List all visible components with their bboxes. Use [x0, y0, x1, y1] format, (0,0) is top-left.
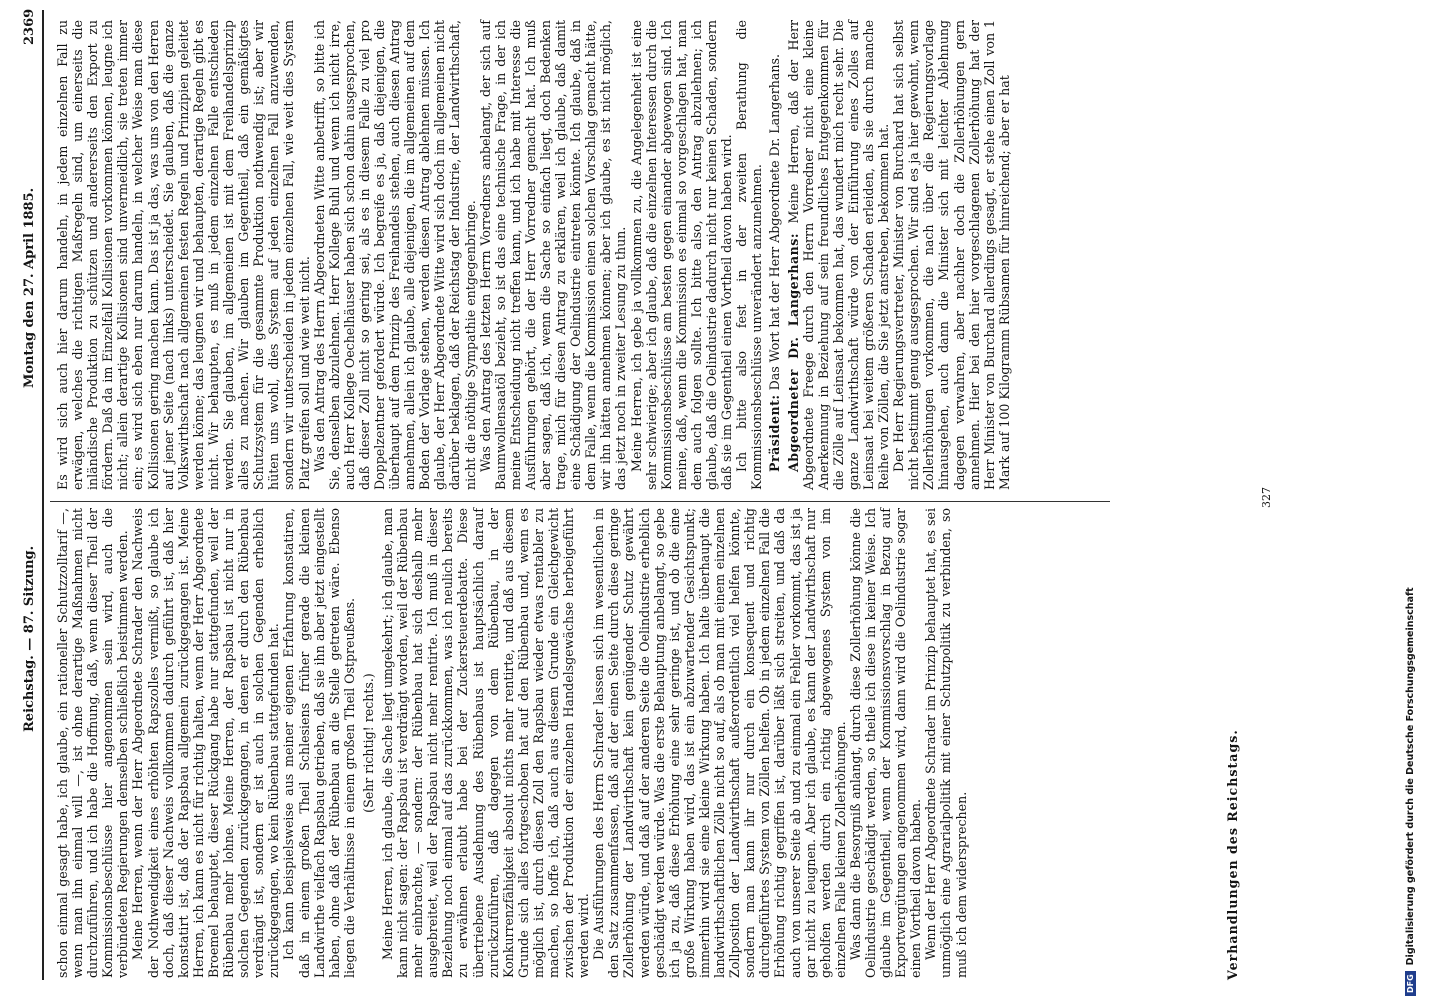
paragraph-text: Ich bitte also fest in der zweiten Berathung die Kommissionsbeschlüsse unverändert anzunehmen. [734, 20, 765, 490]
dfg-logo: DFG [1405, 971, 1416, 996]
paragraph-text: Meine Herren, daß der Herr Abgeordnete Freege durch den Herrn Vorredner nicht eine kleine Anerkennung in Beziehung auf sein freundliches Entgegenkommen für die Zölle auf Leinsaat bekommen hat, das wundert mich recht sehr. Die ganze Landwirthschaft würde von der Einführung eines Zolles auf Leinsaat bei weitem größeren Schaden erleiden, als sie durch manche Reihe von Zöllen, die Sie jetzt anstreben, bekommen hat. [785, 20, 892, 490]
paragraph [55, 20, 312, 490]
paragraph-text: Was dann die Besorgniß anlangt, durch diese Zollerhöhung könne die Oelindustrie geschädigt werden, so theile ich diese in keiner Weise. Ich glaube im Gegentheil, wenn der Kommissionsvorschlag in Bezug auf Exportvergütungen angenommen wird, dann wird die Oelindustrie sogar einen Vortheil davon haben. [847, 508, 924, 978]
paragraph-text: Was den Antrag des Herrn Abgeordneten Witte anbetrifft, so bitte ich Sie, denselben abzulehnen. Herr Kollege Buhl und wenn ich nicht irre, auch Herr Kollege Oechelhäuser haben sich schon dahin ausgesprochen, daß dieser Zoll nicht so gering sei, als es in diesem Falle zu viel pro Doppelzentner gefordert würde. Ich begreife es ja, daß diejenigen, die überhaupt auf dem Prinzip des Freihandels stehen, auch diesen Antrag annehmen, allein ich glaube, alle diejenigen, die im allgemeinen auf dem Boden der Vorlage stehen, werden diesen Antrag ablehnen müssen. Ich glaube, der Herr Abgeordnete Witte wird sich doch im allgemeinen nicht darüber beklagen, daß der Reichstag der Industrie, der Landwirthschaft, nicht die nöthige Sympathie entgegenbringe. [311, 20, 478, 490]
left-column [55, 508, 969, 978]
paragraph-text: Meine Herren, ich glaube, die Sache liegt umgekehrt; ich glaube, man kann nicht sagen: der Rapsbau ist verdrängt worden, weil der Rübenbau mehr einbrachte, — sondern: der Rübenbau hat sich deshalb mehr ausgebreitet, weil der Rapsbau nicht mehr rentirte. Ich muß in dieser Beziehung noch einmal auf das zurückkommen, was ich neulich bereits zu erwähnen erlaubt habe bei der Zuckersteuerdebatte. Diese übertriebene Ausdehnung des Rübenbaus ist hauptsächlich darauf zurückzuführen, daß dagegen von dem Rübenbau, in der Konkurrenzfähigkeit absolut nichts mehr rentirte, und daß aus diesem Grunde sich alles fortgeschoben hat auf den Rübenbau und, wenn es möglich ist, durch diesen Zoll den Rapsbau wieder etwas rentabler zu machen, so hoffe ich, daß auch aus diesem Grunde ein Gleichgewicht zwischen der Produktion der einzelnen Handelsgewächse herbeigeführt werden wird. [379, 508, 592, 978]
paragraph [786, 20, 892, 490]
paragraph-text: schon einmal gesagt habe, ich glaube, ein rationeller Schutzzolltarif —, wenn man ihn einmal will —, ist ohne derartige Maßnahmen nicht durchzuführen, und ich habe die Hoffnung, daß, wenn dieser Theil der Kommissionsbeschlüsse hier angenommen sein wird, auch die verbündeten Regierungen demselben schließlich beistimmen werden. [55, 508, 131, 978]
footer-publication: Verhandlungen des Reichstags. [1225, 729, 1240, 980]
column-divider [50, 501, 1110, 502]
paragraph-text: Der Herr Regierungsvertreter, Minister von Burchard hat sich selbst nicht bestimmt genug ausgesprochen. Wir sind es ja hier gewohnt, wenn Zollerhöhungen vorkommen, die nach über die Regierungsvorlage hinausgehen, auch dann die Minister sich mit leichter Ablehnung dagegen verwahren, aber nachher doch die Zollerhöhungen gern annehmen. Hier bei den hier vorgeschlagenen Zollerhöhung hat der Herr Minister von Burchard allerdings gesagt, er stehe einen Zoll von 1 Mark auf 100 Kilogramm Rübsamen für hinreichend; aber er hat [891, 20, 1012, 490]
paragraph-text: Wenn der Herr Abgeordnete Schrader im Prinzip behauptet hat, es sei unmöglich eine Agrarialpolitik mit einer Schutzpolitik zu verbinden, so muß ich dem widersprechen. [923, 508, 969, 978]
paragraph [361, 508, 376, 978]
paragraph-text: Meine Herren, wenn der Herr Abgeordnete Schrader den Nachweis der Nothwendigkeit eines erhöhten Rapszolles vermißt, so glaube ich doch, daß dieser Nachweis vollkommen dadurch geführt ist, daß hier konstatirt ist, daß der Rapsbau allgemein zurückgegangen ist. Meine Herren, ich kann es nicht für richtig halten, wenn der Herr Abgeordnete Broemel behauptet, dieser Rückgang habe nur stattgefunden, weil der Rübenbau mehr lohne. Meine Herren, der Rapsbau ist nicht nur in solchen Gegenden zurückgegangen, in denen er durch den Rübenbau verdrängt ist, sondern er ist auch in solchen Gegenden erheblich zurückgegangen, wo kein Rübenbau stattgefunden hat. [130, 508, 282, 978]
paragraph [734, 20, 764, 490]
paragraph [478, 20, 629, 490]
speaker-name: Abgeordneter Dr. Langerhans: [785, 232, 801, 472]
paragraph-text: Die Ausführungen des Herrn Schrader lassen sich im wesentlichen in den Satz zusammenfassen, daß auf der einen Seite durch diese geringe Zollerhöhung der Landwirthschaft kein genügender Schutz gewährt werden würde, und daß auf der anderen Seite die Oelindustrie erheblich geschädigt werden würde. Was die erste Behauptung anbelangt, so gebe ich ja zu, daß diese Erhöhung eine sehr geringe ist, und ob die eine große Wirkung haben wird, das ist ein abzuwartender Gesichtspunkt; immerhin wird sie eine kleine Wirkung haben. Ich halte überhaupt die landwirthschaftlichen Zölle nicht so auf, als ob man mit einem einzelnen Zollposition der Landwirthschaft außerordentlich viel helfen könnte, sondern man kann ihr nur durch ein konsequent und richtig durchgeführtes System von Zöllen helfen. Ob in jedem einzelnen Fall die Erhöhung richtig gegriffen ist, darüber läßt sich streiten, und daß da auch von unserer Seite ab und zu einmal ein Fehler vorkommt, das ist ja gar nicht zu leugnen. Aber ich glaube, es kann der Landwirthschaft nur geholfen werden durch ein richtig abgewogenes System von im einzelnen Falle kleinen Zollerhöhungen. [591, 508, 848, 978]
paragraph [923, 508, 968, 978]
page-header [0, 0, 60, 1000]
header-rule [42, 10, 44, 980]
paragraph [380, 508, 591, 978]
header-title: Reichstag. — 87. Sitzung. [22, 545, 37, 732]
paragraph [629, 20, 735, 490]
paragraph-text: Was den Antrag des letzten Herrn Vorredners anbelangt, der sich auf Baumwollensaatöl bezieht, so ist das eine technische Frage, in der ich meine Entscheidung nicht treffen kann, und ich habe mit Interesse die Ausführungen gehört, die der Herr Vorredner gemacht hat. Ich muß aber sagen, daß ich, wenn die Sache so einfach liegt, doch Bedenken trage, mich für diesen Antrag zu erklären, weil ich glaube, daß damit eine Schädigung der Oelindustrie eintreten könnte. Ich glaube, daß in dem Falle, wenn die Kommission einen solchen Vorschlag gemacht hätte, wir ihn hätten annehmen können; aber ich glaube, es ist nicht möglich, das jetzt noch in zweiter Lesung zu thun. [477, 20, 629, 490]
paragraph [281, 508, 356, 978]
footer-sheet-number: 327 [1260, 487, 1273, 508]
paragraph [891, 20, 1012, 490]
paragraph [55, 508, 130, 978]
paragraph-text: Meine Herren, ich gebe ja vollkommen zu, die Angelegenheit ist eine sehr schwierige; aber ich glaube, daß die einzelnen Interessen durch die Kommissionsbeschlüsse am besten gegen einander abgewogen sind. Ich meine, daß, wenn die Kommission es einmal so vorgeschlagen hat, man dem auch folgen sollte. Ich bitte also, den Antrag abzulehnen; ich glaube, daß die Oelindustrie dadurch nicht nur keinen Schaden, sondern daß sie im Gegentheil einen Vortheil davon haben wird. [628, 20, 735, 490]
paragraph [767, 20, 782, 490]
right-column [55, 20, 1012, 490]
header-page-number: 2369 [22, 8, 37, 45]
speaker-name: Präsident: [767, 394, 783, 472]
paragraph-text: Ich kann beispielsweise aus meiner eigenen Erfahrung konstatiren, daß in einem großen Theil Schlesiens früher gerade die kleinen Landwirthe vielfach Rapsbau getrieben, daß sie ihn aber jetzt eingestellt haben, ohne daß der Rübenbau an die Stelle getreten wäre. Ebenso liegen die Verhältnisse in einem großen Theil Ostpreußens. [281, 508, 357, 978]
paragraph-text: Das Wort hat der Herr Abgeordnete Dr. Langerhans. [767, 54, 783, 395]
digitization-credit [1405, 0, 1416, 1000]
paragraph-text: Es wird sich auch hier darum handeln, in jedem einzelnen Fall zu erwägen, welches die richtigen Maßregeln sind, um einerseits die inländische Produktion zu schützen und andererseits den Export zu fördern. Daß da im Einzelfall Kollisionen vorkommen können, leugne ich nicht; allein derartige Kollisionen sind unvermeidlich, sie treten immer ein; es wird sich eben nur darum handeln, in welcher Weise man diese Kollisionen gering machen kann. Das ist ja das, was uns von den Herren auf jener Seite (nach links) unterscheidet. Sie glauben, daß die ganze Volkswirthschaft nach allgemeinen festen Regeln und Prinzipien geleitet werden könne; das leugnen wir und behaupten, derartige Regeln gibt es nicht. Wir behaupten, es muß in jedem einzelnen Falle entschieden werden. Sie glauben, im allgemeinen ist mit dem Freihandelsprinzip alles zu machen. Wir glauben im Gegentheil, daß ein gemäßigtes Schutzsystem für die gesammte Produktion nothwendig ist; aber wir hüten uns wohl, dies System auf jeden einzelnen Fall anzuwenden, sondern wir unterscheiden in jedem einzelnen Fall, wie weit dies System Platz greifen soll und wie weit nicht. [55, 20, 312, 490]
paragraph [130, 508, 281, 978]
paragraph [591, 508, 848, 978]
paragraph [848, 508, 923, 978]
header-date: Montag den 27. April 1885. [22, 187, 37, 388]
paragraph-text: (Sehr richtig! rechts.) [360, 673, 376, 813]
paragraph [312, 20, 478, 490]
digitization-credit-text: Digitalisierung gefördert durch die Deutsche Forschungsgemeinschaft [1405, 587, 1416, 966]
